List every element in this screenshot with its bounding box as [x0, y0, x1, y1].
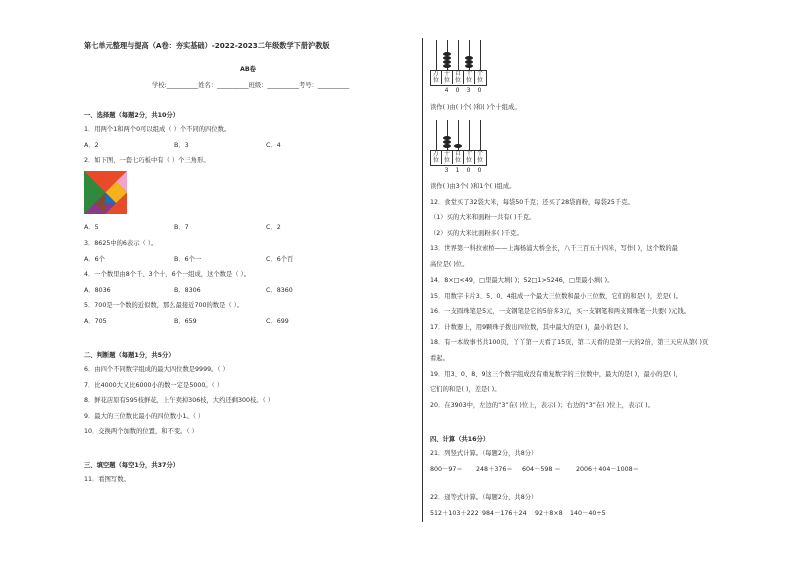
q4-option-a[interactable]: A．8036: [84, 287, 111, 294]
q5-option-b[interactable]: B．659: [174, 318, 197, 325]
question-17: 17．计数器上，用9颗珠子拨出四位数，其中最大的是( )，最小的是( )。: [430, 324, 633, 331]
question-12: 12．食堂买了32袋大米，每袋50千克；还买了28袋面粉，每袋25千克。: [430, 199, 634, 206]
q5-option-a[interactable]: A．705: [84, 318, 107, 325]
q3-option-a[interactable]: A．6个: [84, 256, 105, 263]
question-16: 16．一支圆珠笔是5元，一支钢笔是它的5倍多3元，买一支钢笔和两支圆珠笔一共要( )元钱。: [430, 308, 690, 315]
question-14: 14．8×□<49，□里最大填( )；52□1>5246，□里最小填( )。: [430, 277, 614, 284]
q1-option-b[interactable]: B．3: [174, 142, 189, 149]
abacus2-label-wan: 万 位: [431, 150, 442, 164]
section-heading-choice: 一、选择题（每题2分，共10分）: [84, 112, 180, 119]
section-heading-judge: 二、判断题（每题1分，共5分）: [84, 352, 175, 359]
student-info-fields[interactable]: 学校:__________姓名：__________班级：__________考号：__________: [152, 82, 350, 89]
abacus2-label-bai: 百 位: [453, 150, 464, 164]
abacus-1: [430, 40, 486, 90]
worksheet-title: 第七单元整理与提高（A卷：夯实基础）-2022-2023二年级数学下册沪教版: [84, 41, 330, 50]
q22-item-2: 984－176＋24: [482, 510, 527, 517]
q1-option-a[interactable]: A．2: [84, 142, 99, 149]
abacus1-digit-2: 0: [455, 87, 460, 94]
question-2: 2．如下图，一套七巧板中有（ ）个三角形。: [84, 157, 210, 164]
q2-option-c[interactable]: C．2: [266, 224, 281, 231]
question-12-part2: （2）买的大米比面粉多( )千克。: [430, 230, 523, 237]
abacus2-digit-1: 3: [444, 167, 449, 174]
question-13-cont: 高位是( )位。: [430, 261, 469, 268]
question-19-cont: 它们的和是( )，差是( )。: [430, 386, 501, 393]
abacus1-question: 读作( )由( )个( )和( )个十组成。: [430, 104, 521, 111]
abacus2-label-qian: 千 位: [442, 150, 453, 164]
section-heading-fill: 三、填空题（每空1分，共37分）: [84, 462, 180, 469]
question-4: 4．一个数里由8个千、3个十、6个一组成，这个数是（ ）。: [84, 271, 251, 278]
q5-option-c[interactable]: C．699: [266, 318, 289, 325]
question-18: 18．有一本故事书共100页，丫丫第一天看了15页，第二天看的是第一天的2倍，第三天应从第( )页: [430, 339, 709, 346]
question-20: 20．在3903中，左边的“3”在( )位上，表示( )；右边的“3”在( )位上，表示( )。: [430, 402, 654, 409]
tangram-image: [84, 171, 127, 214]
question-12-part1: （1）买的大米和面粉一共有( )千克。: [430, 214, 536, 221]
question-21: 21．列竖式计算。（每题2分，共8分）: [430, 450, 538, 457]
question-7: 7．比4000大又比6000小的数一定是5000。（ ）: [84, 382, 224, 389]
section-heading-calc: 四、计算（共16分）: [430, 436, 490, 443]
abacus2-label-shi: 十 位: [464, 150, 475, 164]
question-5: 5．700是一个数的近似数，那么最接近700的数是（ ）。: [84, 302, 244, 309]
q21-item-3: 604－598 ＝: [522, 466, 561, 473]
question-10: 10．交换两个加数的位置，和不变。（ ）: [84, 428, 198, 435]
question-1: 1．用两个1和两个0可以组成（ ）个不同的四位数。: [84, 126, 231, 133]
q4-option-b[interactable]: B．8306: [174, 287, 201, 294]
question-18-cont: 看起。: [430, 355, 449, 362]
abacus1-digit-4: 0: [477, 87, 482, 94]
question-15: 15．用数字卡片3、5、0、4组成一个最大三位数和最小三位数，它们的和是( )，差是( )。: [430, 293, 682, 300]
q1-option-c[interactable]: C．4: [266, 142, 281, 149]
abacus1-label-bai: 百 位: [453, 70, 464, 84]
question-6: 6．由四个不同数字组成的最大四位数是9999。（ ）: [84, 366, 229, 373]
q2-option-b[interactable]: B．7: [174, 224, 189, 231]
abacus1-label-wan: 万 位: [431, 70, 442, 84]
abacus1-label-ge: 个 位: [476, 70, 483, 84]
abacus2-digit-4: 0: [477, 167, 482, 174]
q3-option-b[interactable]: B．6个一: [174, 256, 202, 263]
abacus2-label-ge: 个 位: [476, 150, 483, 164]
question-22: 22．递等式计算。（每题2分，共8分）: [430, 494, 538, 501]
abacus2-digit-3: 0: [466, 167, 471, 174]
q21-item-1: 800－97＝: [430, 466, 463, 473]
q21-item-2: 248＋376＝: [476, 466, 513, 473]
question-3: 3．8625中的6表示（ ）。: [84, 240, 158, 247]
q22-item-3: 92＋8×8: [535, 510, 563, 517]
question-13: 13．世界第一科拉索桥——上海杨浦大桥全长，八千三百五十四米，写作( )，这个数的最: [430, 245, 678, 252]
question-9: 9．最大的三位数比最小的四位数小1。（ ）: [84, 413, 205, 420]
abacus1-digit-3: 3: [466, 87, 471, 94]
q22-item-4: 140－40÷5: [570, 510, 606, 517]
question-8: 8．鲜花店原有595枝鲜花，上午卖掉306枝，大约还剩300枝。（ ）: [84, 397, 275, 404]
column-divider: [422, 38, 423, 522]
q22-item-1: 512＋103＋222: [430, 510, 479, 517]
abacus1-label-qian: 千 位: [442, 70, 453, 84]
q3-option-c[interactable]: C．6个百: [266, 256, 294, 263]
abacus-2: [430, 120, 486, 170]
abacus1-digit-1: 4: [444, 87, 449, 94]
abacus2-digit-2: 1: [455, 167, 460, 174]
q4-option-c[interactable]: C．8360: [266, 287, 293, 294]
worksheet-subtitle: AB卷: [240, 66, 256, 73]
q2-option-a[interactable]: A．5: [84, 224, 99, 231]
question-19: 19．用3、0、8、9这三个数字组成没有重复数字的三位数中，最大的是( )，最小的是( )，: [430, 371, 682, 378]
q21-item-4: 2006＋404－1008＝: [576, 466, 639, 473]
question-11: 11．看图写数。: [84, 476, 130, 483]
abacus2-question: 读作( )由3个( )和1个( )组成。: [430, 183, 516, 190]
abacus1-label-shi: 十 位: [464, 70, 475, 84]
